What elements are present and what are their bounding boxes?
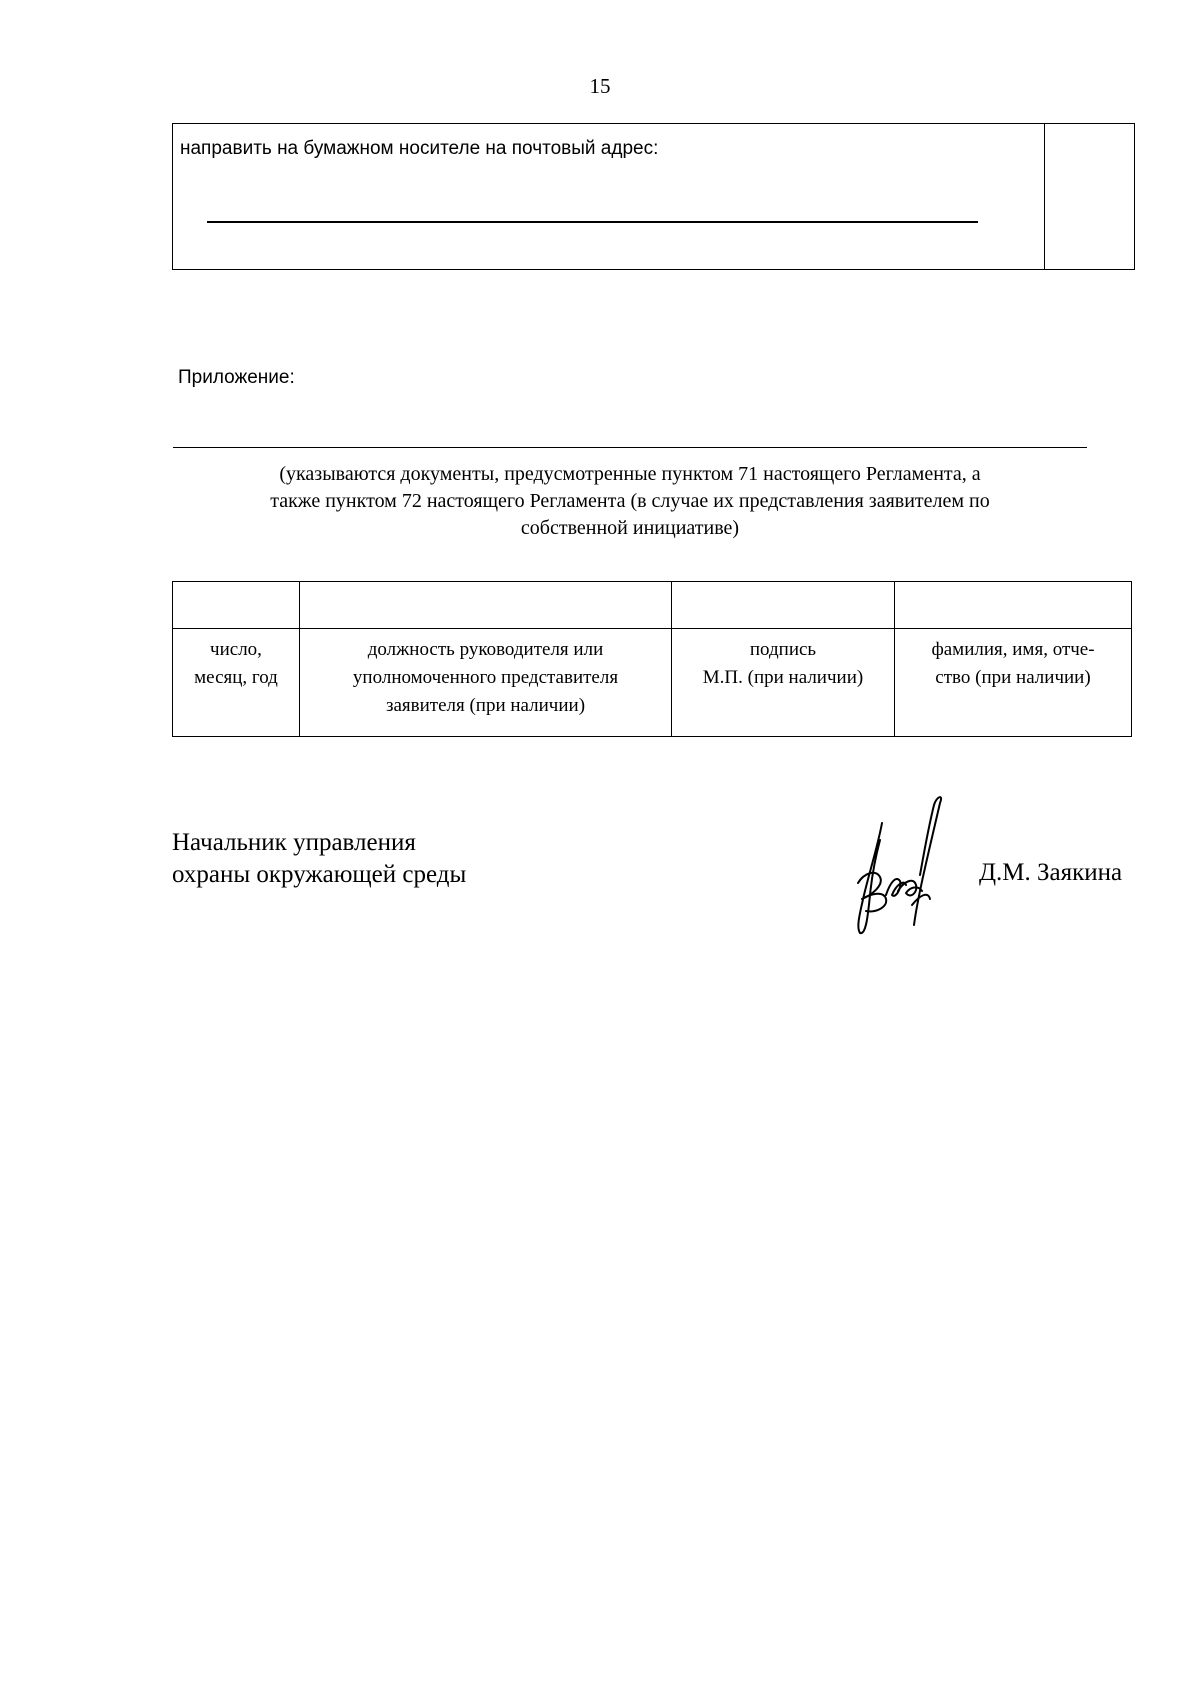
- attachment-note-line: (указываются документы, предусмотренные пунктом 71 настоящего Регламента, а: [279, 463, 981, 485]
- signature-input-cell: [672, 582, 895, 629]
- handwritten-signature: [840, 795, 945, 940]
- fullname-caption: фамилия, имя, отче- ство (при наличии): [895, 629, 1132, 737]
- signature-scribble-icon: [840, 795, 945, 940]
- position-caption: должность руководителя или уполномоченного представителя заявителя (при наличии): [300, 629, 672, 737]
- date-caption: число, месяц, год: [173, 629, 300, 737]
- attachment-note-line: собственной инициативе): [520, 517, 740, 539]
- attachment-note-line: также пунктом 72 настоящего Регламента (в случае их представления заявителем по: [270, 490, 990, 512]
- delivery-option-text: направить на бумажном носителе на почтовый адрес:: [180, 138, 659, 159]
- checkbox-column-divider: [1044, 124, 1045, 269]
- postal-address-line: [207, 221, 978, 223]
- position-input-cell: [300, 582, 672, 629]
- table-row: [173, 629, 1132, 737]
- date-input-cell: [173, 582, 300, 629]
- table-row: [173, 582, 1132, 629]
- signature-caption: подпись М.П. (при наличии): [672, 629, 895, 737]
- attachment-label: Приложение:: [178, 367, 295, 388]
- signatory-position: Начальник управления охраны окружающей среды: [172, 829, 467, 888]
- attachment-line: [173, 447, 1087, 448]
- attachment-note: [175, 461, 1085, 542]
- signature-table: [172, 581, 1132, 737]
- page-number: 15: [589, 74, 611, 98]
- fullname-input-cell: [895, 582, 1132, 629]
- signatory-name: Д.М. Заякина: [979, 859, 1123, 886]
